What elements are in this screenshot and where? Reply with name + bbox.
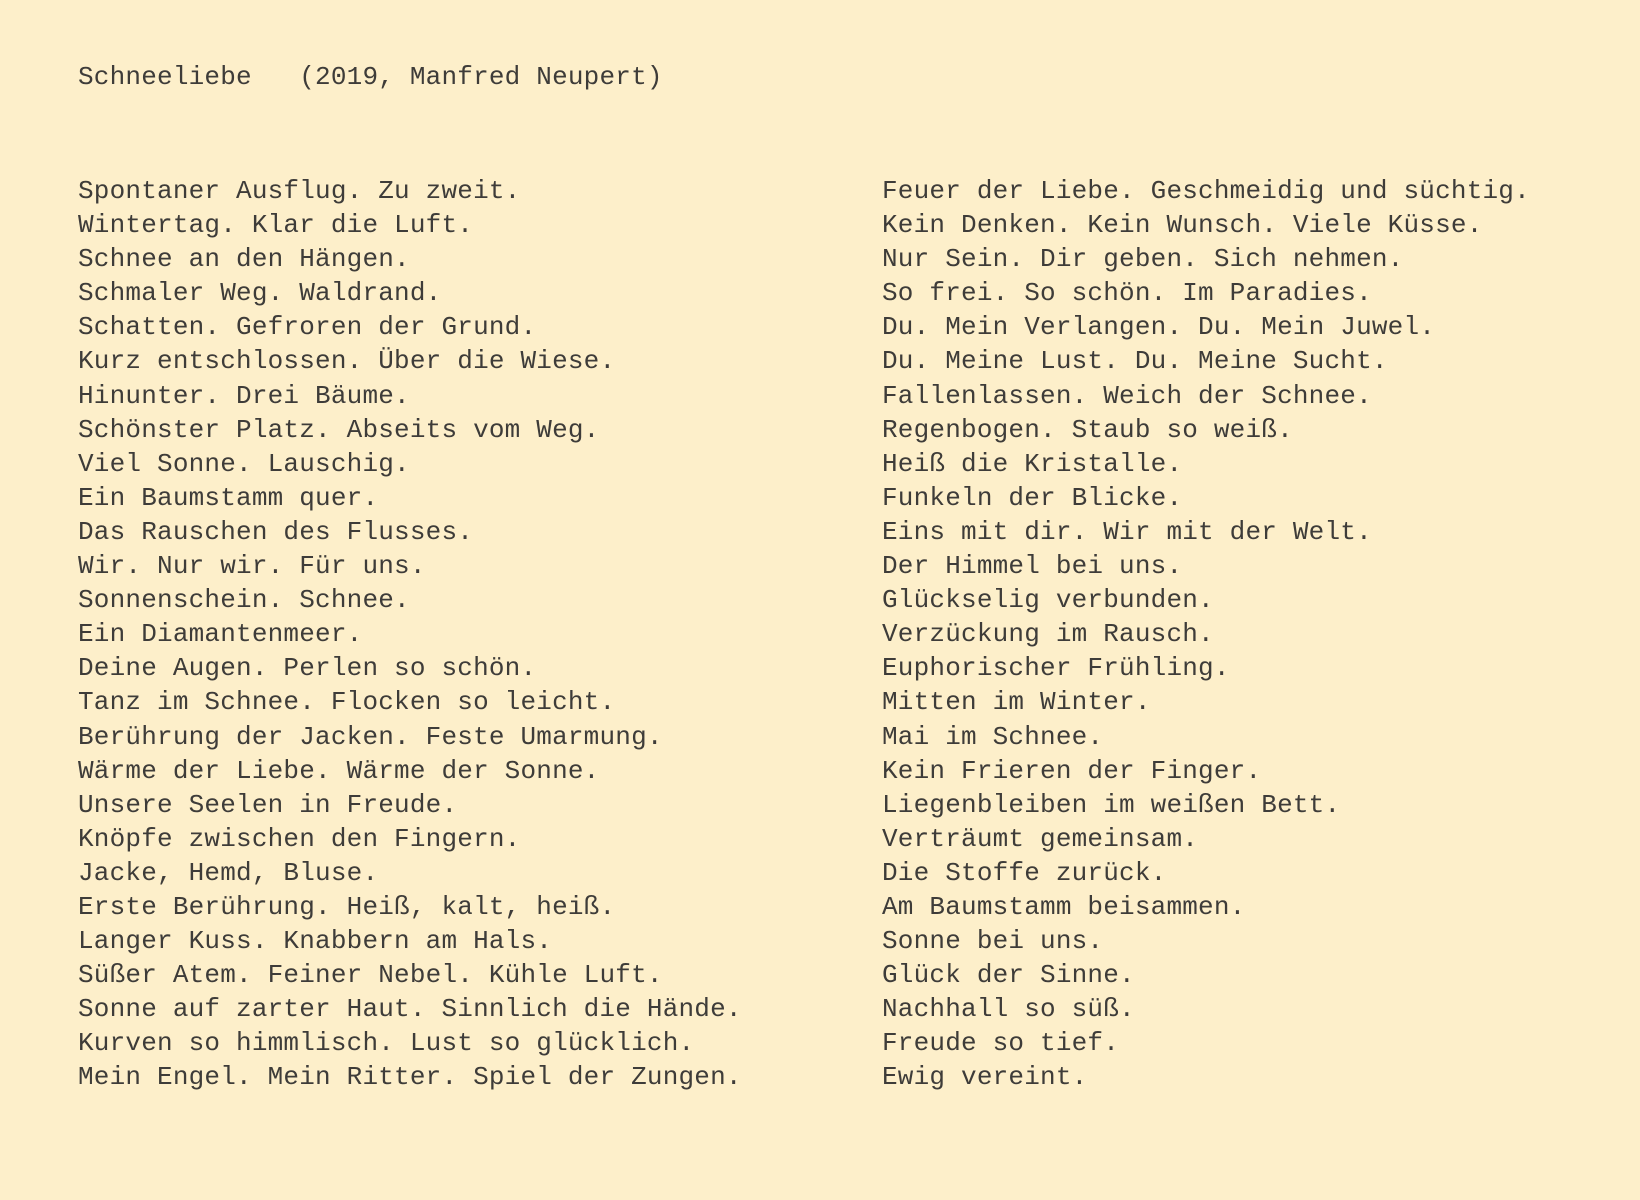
poem-line: Mein Engel. Mein Ritter. Spiel der Zungen. xyxy=(78,1062,742,1093)
poem-line: Viel Sonne. Lauschig. xyxy=(78,448,410,479)
poem-line: Sonnenschein. Schnee. xyxy=(78,585,410,616)
poem-line: Wintertag. Klar die Luft. xyxy=(78,210,474,241)
poem-line: Heiß die Kristalle. xyxy=(882,448,1183,479)
poem-line: Sonne bei uns. xyxy=(882,926,1104,957)
poem-line: Tanz im Schnee. Flocken so leicht. xyxy=(78,687,616,718)
poem-line: Kein Denken. Kein Wunsch. Viele Küsse. xyxy=(882,210,1483,241)
poem-line: Süßer Atem. Feiner Nebel. Kühle Luft. xyxy=(78,960,663,991)
poem-line: Ein Baumstamm quer. xyxy=(78,482,379,513)
poem-column-left xyxy=(78,174,742,1095)
poem-line: Ein Diamantenmeer. xyxy=(78,619,363,650)
poem-line: Erste Berührung. Heiß, kalt, heiß. xyxy=(78,891,616,922)
poem-line: Nur Sein. Dir geben. Sich nehmen. xyxy=(882,244,1404,275)
poem-line: Eins mit dir. Wir mit der Welt. xyxy=(882,516,1372,547)
poem-line: Jacke, Hemd, Bluse. xyxy=(78,857,379,888)
poem-line: Mitten im Winter. xyxy=(882,687,1151,718)
poem-line: Funkeln der Blicke. xyxy=(882,482,1183,513)
poem-line: Kurz entschlossen. Über die Wiese. xyxy=(78,346,616,377)
poem-line: Schönster Platz. Abseits vom Weg. xyxy=(78,414,600,445)
poem-line: Der Himmel bei uns. xyxy=(882,551,1183,582)
poem-line: Am Baumstamm beisammen. xyxy=(882,891,1246,922)
poem-line: Du. Mein Verlangen. Du. Mein Juwel. xyxy=(882,312,1436,343)
poem-line: Das Rauschen des Flusses. xyxy=(78,516,474,547)
poem-line: Nachhall so süß. xyxy=(882,994,1135,1025)
poem-line: Ewig vereint. xyxy=(882,1062,1088,1093)
poem-line: So frei. So schön. Im Paradies. xyxy=(882,278,1372,309)
poem-line: Deine Augen. Perlen so schön. xyxy=(78,653,537,684)
poem-line: Berührung der Jacken. Feste Umarmung. xyxy=(78,721,663,752)
poem-line: Unsere Seelen in Freude. xyxy=(78,789,458,820)
poem-line: Glück der Sinne. xyxy=(882,960,1135,991)
poem-line: Spontaner Ausflug. Zu zweit. xyxy=(78,176,521,206)
poem-line: Verzückung im Rausch. xyxy=(882,619,1214,650)
poem-line: Hinunter. Drei Bäume. xyxy=(78,380,410,411)
poem-line: Euphorischer Frühling. xyxy=(882,653,1230,684)
poem-line: Regenbogen. Staub so weiß. xyxy=(882,414,1293,445)
poem-line: Fallenlassen. Weich der Schnee. xyxy=(882,380,1372,411)
poem-line: Knöpfe zwischen den Fingern. xyxy=(78,823,521,854)
poem-line: Kurven so himmlisch. Lust so glücklich. xyxy=(78,1028,695,1059)
poem-line: Schmaler Weg. Waldrand. xyxy=(78,278,442,309)
poem-line: Liegenbleiben im weißen Bett. xyxy=(882,789,1341,820)
poem-line: Du. Meine Lust. Du. Meine Sucht. xyxy=(882,346,1388,377)
poem-line: Die Stoffe zurück. xyxy=(882,857,1167,888)
poem-line: Kein Frieren der Finger. xyxy=(882,755,1262,786)
poem-title: Schneeliebe (2019, Manfred Neupert) xyxy=(78,62,663,92)
poem-line: Wärme der Liebe. Wärme der Sonne. xyxy=(78,755,600,786)
poem-line: Sonne auf zarter Haut. Sinnlich die Hände. xyxy=(78,994,742,1025)
poem-line: Langer Kuss. Knabbern am Hals. xyxy=(78,926,553,957)
poem-line: Feuer der Liebe. Geschmeidig und süchtig. xyxy=(882,176,1530,206)
poem-line: Verträumt gemeinsam. xyxy=(882,823,1199,854)
poem-line: Glückselig verbunden. xyxy=(882,585,1214,616)
poem-line: Freude so tief. xyxy=(882,1028,1120,1059)
poem-line: Schnee an den Hängen. xyxy=(78,244,410,275)
poem-line: Mai im Schnee. xyxy=(882,721,1104,752)
poem-line: Schatten. Gefroren der Grund. xyxy=(78,312,537,343)
poem-column-right xyxy=(882,174,1530,1095)
poem-line: Wir. Nur wir. Für uns. xyxy=(78,551,426,582)
